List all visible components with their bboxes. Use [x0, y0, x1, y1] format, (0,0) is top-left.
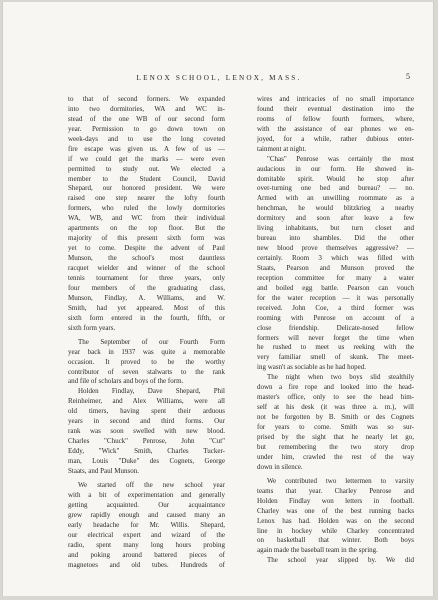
text-line: years in second and third forms. Our — [68, 417, 225, 426]
left-text-column — [68, 95, 225, 570]
document-page — [2, 2, 434, 596]
text-line: radio, spent many long hours probing — [68, 540, 225, 549]
text-line: to that of second formers. We expanded — [68, 95, 225, 103]
text-line: contributor of seven stalwarts to the rank — [68, 367, 225, 376]
text-line: WA, WB, and WC from their individual — [68, 214, 225, 223]
text-line: but remembering the two story drop — [257, 442, 414, 451]
text-line: year back in 1937 was quite a memorable — [68, 347, 225, 356]
text-line: permitted to study out. We elected a — [68, 164, 225, 173]
text-line: under him, crawled the rest of the way — [257, 452, 414, 461]
text-line: Holden Findlay, Dave Shepard, Phil — [78, 387, 225, 396]
text-line: ing wasn't as sociable as he had hoped. — [257, 363, 366, 372]
text-line: bureau into shambles. Did the other — [257, 234, 414, 243]
text-line: four members of the graduating class, — [68, 283, 225, 292]
text-line: Eddy, "Wick" Smith, Charles Tucker- — [68, 447, 225, 455]
text-line: if we could get the marks — were even — [68, 154, 225, 163]
text-line: down a fire rope and looked into the head- — [257, 383, 414, 392]
text-line: he rushed to meet us reeking with the — [257, 343, 414, 352]
text-line: master's office, only to see the head him- — [257, 393, 414, 402]
text-line: certainly. Room 3 which was filled with — [257, 254, 414, 262]
text-line: again made the baseball team in the spring. — [257, 546, 378, 555]
text-line: The school year slipped by. We did — [267, 556, 414, 565]
text-line: down in silence. — [257, 462, 303, 471]
text-line: We contributed two lettermen to varsity — [267, 476, 414, 485]
text-line: prised by the sight that he nearly let go, — [257, 432, 414, 441]
text-line: with the assistance of ear phones we en- — [257, 124, 414, 133]
text-line: grew rapidly enough and caused many an — [68, 510, 225, 519]
text-line: joyed, for a while, rather dubious enter- — [257, 134, 414, 143]
text-line: We started off the new school year — [78, 481, 225, 489]
text-line: formers will never forget the time when — [257, 333, 414, 342]
text-line: Charles "Chuck" Penrose, John "Cut" — [68, 437, 225, 446]
text-line: Holden Findlay won letters in football. — [257, 496, 414, 505]
text-line: member to the Student Council, David — [68, 174, 225, 183]
text-line: majority of this present sixth form was — [68, 234, 225, 243]
text-line: week-days and to use the long coveted — [68, 134, 225, 143]
text-line: old timers, having spent their arduous — [68, 407, 225, 416]
text-line: reception committee for many a water — [257, 273, 414, 282]
text-line: with a bit of experimentation and generally — [68, 490, 225, 499]
text-line: getting acquainted. Our acquaintance — [68, 500, 225, 509]
text-line: audacious in our form. He showed in- — [257, 164, 414, 173]
text-line: tennis tournament for three years, only — [68, 273, 225, 282]
text-line: year. Permission to go down town on — [68, 124, 225, 133]
text-line: very familiar smell of skunk. The meet- — [257, 353, 414, 362]
text-line: formers, who ruled the lowly dormitories — [68, 204, 225, 213]
text-line: Lenox has had. Holden was on the second — [257, 516, 414, 525]
text-line: Staats, Pearson and Munson proved the — [257, 263, 414, 272]
page-number: 5 — [406, 72, 410, 81]
text-line: Munson, Findlay, A. Williams, and W. — [68, 293, 225, 302]
text-line: Reinheimer, and Alex Williams, were all — [68, 397, 225, 406]
text-line: Shepard, our honored president. We were — [68, 184, 225, 193]
text-line: sixth form entered in the fourth, fifth, or — [68, 313, 225, 322]
text-line: Armed with an unwilling roommate as a — [257, 194, 414, 203]
text-line: for the water reception — it was personally — [257, 293, 414, 302]
text-line: received. John Coe, a third former was — [257, 303, 414, 312]
text-line: and file of scholars and boys of the form. — [68, 377, 184, 386]
text-line: raised one step nearer the lofty fourth — [68, 194, 225, 203]
text-line: henchman, he would blitzkrieg a nearby — [257, 204, 414, 213]
text-line: occasion. It proved to be the worthy — [68, 357, 225, 366]
text-line: our electrical expert and wizard of the — [68, 530, 225, 539]
text-line: close friendship. Delicate-nosed fellow — [257, 323, 414, 332]
text-line: on basketball that winter. Both boys — [257, 536, 414, 545]
text-line: and boiled egg battle. Pearson can vouch — [257, 283, 414, 292]
text-line: yet to come. Despite the advent of Paul — [68, 244, 225, 253]
text-line: for years to come. Smith was so sur- — [257, 422, 414, 431]
text-line: new blood prove themselves aggressive? — — [257, 244, 414, 253]
text-line: The night when two boys slid stealthily — [267, 373, 414, 382]
text-line: not be forgotten by B. Smith or des Cognets — [257, 413, 414, 421]
text-line: rooming with Penrose on account of a — [257, 313, 414, 322]
text-line: found their eventual destination into the — [257, 104, 414, 113]
text-line: apartments on the top floor. But the — [68, 224, 225, 233]
text-line: wires and intricacies of no small importance — [257, 95, 414, 103]
text-line: into two dormitories, WA and WC in- — [68, 104, 225, 113]
text-line: teams that year. Charley Penrose and — [257, 486, 414, 495]
text-line: rank was soon swelled with new blood. — [68, 427, 225, 436]
text-line: The September of our Fourth Form — [78, 337, 225, 346]
running-header: LENOX SCHOOL, LENOX, MASS. — [136, 74, 302, 82]
text-line: over-turning one bed and bureau? — no. — [257, 184, 414, 193]
text-line: tainment at night. — [257, 144, 307, 153]
text-line: Smith, had yet appeared. Most of this — [68, 303, 225, 312]
text-line: magnetoes and old tubes. Hundreds of — [68, 560, 225, 569]
text-line: line in hockey while Charley concentrated — [257, 526, 414, 535]
text-line: self at his desk (it was three a. m.), will — [257, 403, 414, 412]
text-line: early headache for Mr. Willis. Shepard, — [68, 520, 225, 529]
text-line: Munson, the school's most dauntless — [68, 254, 225, 262]
text-line: rooms of fellow fourth formers, where, — [257, 114, 414, 123]
text-line: dormitory and soon after leave a few — [257, 214, 414, 223]
text-line: sixth form years. — [68, 323, 116, 332]
text-line: racquet wielder and winner of the school — [68, 263, 225, 272]
right-text-column — [257, 95, 414, 566]
text-line: stead of the one WB of our second form — [68, 114, 225, 123]
text-line: "Chas" Penrose was certainly the most — [267, 154, 414, 163]
text-line: Staats, and Paul Munson. — [68, 466, 139, 475]
text-line: domitable spirit. Would he stop after — [257, 174, 414, 183]
text-line: fire escape was given us. A few of us — — [68, 144, 225, 153]
text-line: man, Louis "Duke" des Cognets, George — [68, 456, 225, 465]
text-line: and poking around battered pieces of — [68, 550, 225, 559]
text-line: Charley was one of the best running backs — [257, 506, 414, 515]
text-line: living inhabitants, but turn closet and — [257, 224, 414, 233]
